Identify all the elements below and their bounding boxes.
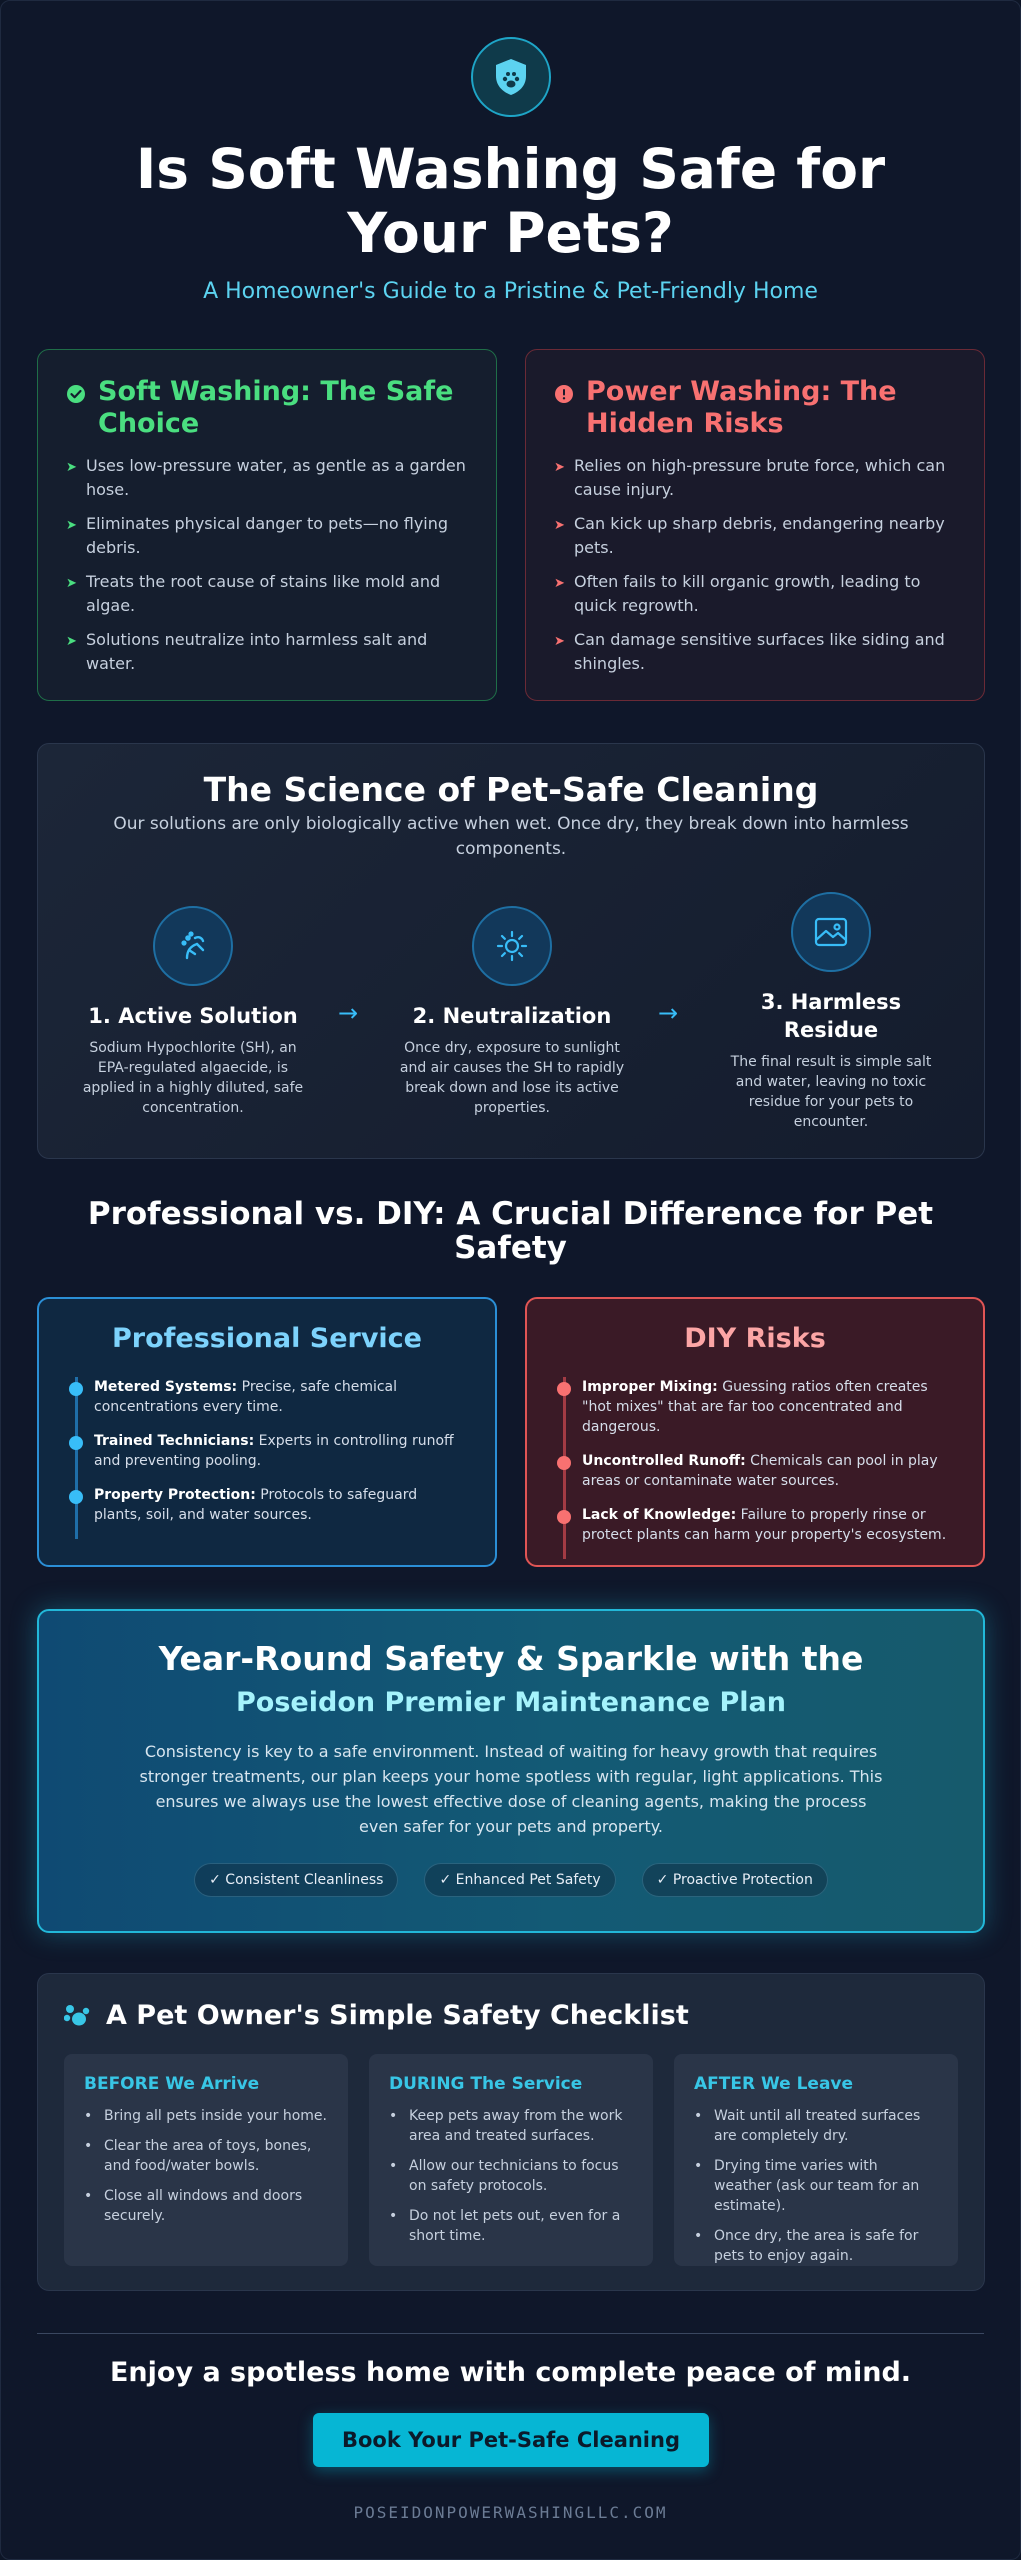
list-item: ➤ Eliminates physical danger to pets—no flying debris. [66,512,472,560]
page-title: Is Soft Washing Safe for Your Pets? [135,137,886,265]
list-item: • Allow our technicians to focus on safety protocols. [389,2158,619,2194]
arrow-right-icon: ➤ [554,460,565,475]
soft-washing-card [37,349,497,701]
arrow-right-icon: ➤ [554,576,565,591]
book-cleaning-button[interactable]: Book Your Pet-Safe Cleaning [313,2413,709,2467]
plan-description: Consistency is key to a safe environment. Instead of waiting for heavy growth that requires stronger treatments, our plan keeps your home spotless with regular, light applications. This ensures we always use the lowest effective dose of cleaning agents, making the process even safer for your pets and property. [139,1742,883,1836]
step-title: 2. Neutralization [412,1004,612,1028]
benefit-pill: ✓ Enhanced Pet Safety [424,1863,615,1897]
plan-title: Year-Round Safety & Sparkle with the [158,1639,864,1678]
arrow-right-icon: ➤ [66,460,77,475]
paw-icon [64,2003,92,2029]
alert-circle-icon [554,384,574,404]
arrow-right-icon: ➤ [66,634,77,649]
bullet-dot [69,1490,83,1504]
bullet-dot [69,1436,83,1450]
step-text: Sodium Hypochlorite (SH), an EPA-regulated algaecide, is applied in a highly diluted, safe concentration. [82,1040,304,1116]
list-item: ➤ Solutions neutralize into harmless salt and water. [66,628,472,676]
image-icon [791,892,871,972]
step-title: 1. Active Solution [88,1004,298,1028]
science-subtitle: Our solutions are only biologically active when wet. Once dry, they break down into harmless components. [113,814,909,859]
list-item: ➤ Treats the root cause of stains like mold and algae. [66,570,472,618]
checklist-before [64,2054,348,2266]
bullet-dot [69,1382,83,1396]
list-item: • Keep pets away from the work area and treated surfaces. [389,2108,623,2144]
step-neutralization [397,906,627,1118]
column-title: DURING The Service [389,2074,583,2094]
professional-service-card [37,1297,497,1567]
professional-timeline [75,1377,467,1539]
timeline-item: Property Protection: Protocols to safeguard plants, soil, and water sources. [78,1485,467,1525]
list-item: • Wait until all treated surfaces are completely dry. [694,2108,921,2144]
power-washing-title: Power Washing: The Hidden Risks [586,376,897,439]
arrow-right-icon: ➤ [554,634,565,649]
shield-paw-icon [471,37,551,117]
science-section [37,743,985,1159]
plan-benefits [39,1863,983,1897]
timeline-item: Improper Mixing: Guessing ratios often creates "hot mixes" that are far too concentrated and dangerous. [566,1377,955,1437]
soft-washing-list [66,454,472,686]
step-active-solution [78,906,308,1118]
power-washing-card [525,349,985,701]
maintenance-plan-section [37,1609,985,1933]
timeline-item: Uncontrolled Runoff: Chemicals can pool in play areas or contaminate water sources. [566,1451,955,1491]
benefit-pill: ✓ Proactive Protection [642,1863,828,1897]
list-item: • Bring all pets inside your home. [84,2108,327,2124]
arrow-right-icon: ➤ [554,518,565,533]
list-item: • Clear the area of toys, bones, and food/water bowls. [84,2138,312,2174]
step-text: Once dry, exposure to sunlight and air causes the SH to rapidly break down and lose its active properties. [399,1040,625,1116]
column-title: BEFORE We Arrive [84,2074,260,2094]
step-title: 3. Harmless Residue [760,990,902,1042]
spray-icon [153,906,233,986]
check-circle-icon [66,384,86,404]
list-item: • Once dry, the area is safe for pets to enjoy again. [694,2228,919,2264]
timeline-item: Metered Systems: Precise, safe chemical concentrations every time. [78,1377,467,1417]
power-washing-list [554,454,960,686]
list-item: • Do not let pets out, even for a short time. [389,2208,621,2244]
step-harmless-residue [716,892,946,1132]
diy-risks-card [525,1297,985,1567]
list-item: ➤ Can damage sensitive surfaces like siding and shingles. [554,628,960,676]
arrow-right-icon: ➤ [66,518,77,533]
comparison-title: Professional vs. DIY: A Crucial Difference for Pet Safety [87,1196,934,1266]
sun-icon [472,906,552,986]
bullet-dot [557,1510,571,1524]
timeline-item: Lack of Knowledge: Failure to properly rinse or protect plants can harm your property's ecosystem. [566,1505,955,1545]
professional-title: Professional Service [112,1323,422,1354]
list-item: ➤ Uses low-pressure water, as gentle as a garden hose. [66,454,472,502]
footer-tagline: Enjoy a spotless home with complete peace of mind. [109,2357,912,2388]
science-title: The Science of Pet-Safe Cleaning [203,770,819,809]
diy-timeline [563,1377,955,1559]
list-item: ➤ Relies on high-pressure brute force, which can cause injury. [554,454,960,502]
column-title: AFTER We Leave [694,2074,854,2094]
checklist-after [674,2054,958,2266]
list-item: • Close all windows and doors securely. [84,2188,303,2224]
page-subtitle: A Homeowner's Guide to a Pristine & Pet-Friendly Home [203,279,818,304]
benefit-pill: ✓ Consistent Cleanliness [194,1863,398,1897]
timeline-item: Trained Technicians: Experts in controlling runoff and preventing pooling. [78,1431,467,1471]
list-item: ➤ Often fails to kill organic growth, leading to quick regrowth. [554,570,960,618]
list-item: ➤ Can kick up sharp debris, endangering nearby pets. [554,512,960,560]
bullet-dot [557,1382,571,1396]
arrow-right-icon: → [658,999,679,1027]
soft-washing-title: Soft Washing: The Safe Choice [98,376,454,439]
arrow-right-icon: ➤ [66,576,77,591]
step-text: The final result is simple salt and water, leaving no toxic residue for your pets to encounter. [730,1054,932,1130]
diy-title: DIY Risks [684,1323,826,1354]
checklist-during [369,2054,653,2266]
arrow-right-icon: → [338,999,359,1027]
bullet-dot [557,1456,571,1470]
list-item: • Drying time varies with weather (ask our team for an estimate). [694,2158,920,2214]
footer-divider [37,2333,984,2334]
website-link[interactable]: POSEIDONPOWERWASHINGLLC.COM [353,2503,668,2522]
plan-name: Poseidon Premier Maintenance Plan [236,1687,786,1718]
safety-checklist-section [37,1973,985,2291]
checklist-title: A Pet Owner's Simple Safety Checklist [106,2000,689,2031]
